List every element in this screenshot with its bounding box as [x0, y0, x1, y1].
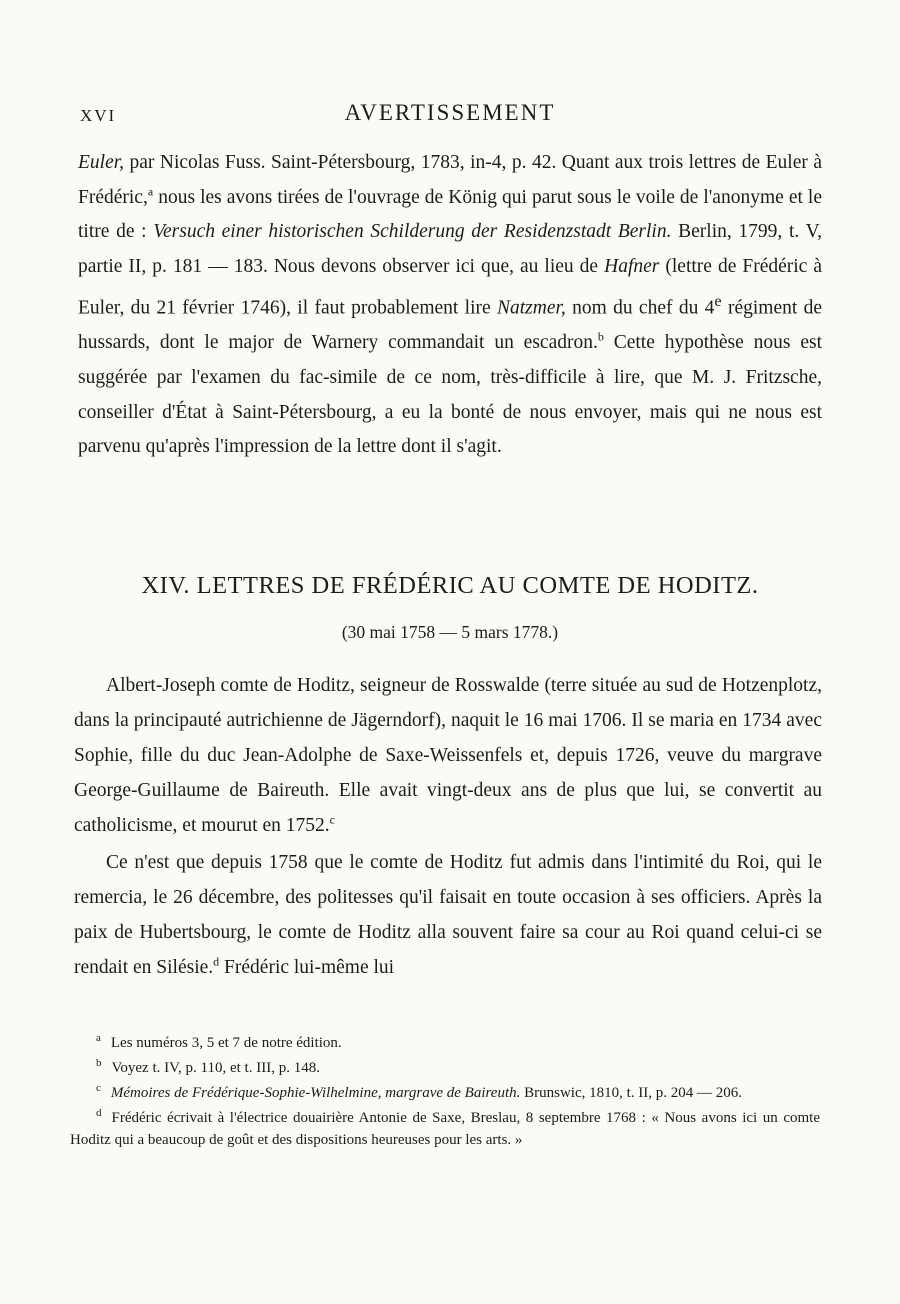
body-text: Berlin, 1799, t. V, partie II, p. 181 — 183. Nous devons observer ici que, au lieu de	[78, 221, 823, 277]
footnote-mark: d	[96, 1107, 102, 1119]
superscript: e	[714, 292, 722, 311]
paragraph	[74, 845, 822, 985]
footnote-ref-b: b	[597, 329, 604, 344]
footnote-mark: b	[96, 1057, 102, 1069]
body-text: nous les avons tirées de l'ouvrage de König qui parut sous le voile de l'anonyme et le titre de :	[78, 186, 822, 243]
footnotes	[70, 1032, 820, 1154]
paragraph	[74, 668, 822, 843]
footnote-a	[70, 1032, 820, 1054]
body-text: régiment de hussards, dont le major de Warnery commandait un escadron.	[78, 297, 822, 354]
footnote-mark: c	[96, 1082, 101, 1094]
footnote-b	[70, 1057, 820, 1079]
running-title: AVERTISSEMENT	[344, 100, 556, 125]
body-text: nom du chef du 4	[565, 297, 715, 319]
body-text: par Nicolas Fuss. Saint-Pétersbourg, 1783, in-4, p. 42. Quant aux trois lettres de Euler à Frédéric,	[78, 152, 822, 208]
footnote-italic: Mémoires de Frédérique-Sophie-Wilhelmine, margrave de Baireuth.	[110, 1085, 521, 1101]
italic-text: Versuch einer historischen Schilderung der Residenzstadt Berlin.	[153, 221, 672, 243]
body-text: (lettre de Frédéric à Euler, du 21 février 1746), il faut probablement lire	[78, 255, 823, 319]
italic-text: Euler,	[78, 152, 125, 173]
section-dates: (30 mai 1758 — 5 mars 1778.)	[341, 622, 559, 642]
paragraph-text: Ce n'est que depuis 1758 que le comte de Hoditz fut admis dans l'intimité du Roi, qui le remercia, le 26 décembre, des politesses qu'il faisait en toute occasion à ses officiers. Après la paix de Hubertsbourg, le comte de Hoditz alla souvent faire sa cour au Roi quand celui-ci se rendait en Silésie.	[74, 852, 822, 978]
paragraph-text: Albert-Joseph comte de Hoditz, seigneur de Rosswalde (terre située au sud de Hotzenplotz, dans la principauté autrichienne de Jägerndorf), naquit le 16 mai 1706. Il se maria en 1734 avec Sophie, fille du duc Jean-Adolphe de Saxe-Weissenfels et, depuis 1726, veuve du margrave George-Guillaume de Baireuth. Elle avait vingt-deux ans de plus que lui, se convertit au catholicisme, et mourut en 1752.	[74, 675, 822, 836]
continued-paragraph	[78, 146, 822, 465]
footnote-ref-a: a	[147, 184, 154, 199]
page-header	[80, 100, 820, 130]
footnote-text: Frédéric écrivait à l'électrice douairière Antonie de Saxe, Breslau, 8 septembre 1768 : « Nous avons ici un comte Hoditz qui a beaucoup de goût et des dispositions heureuses pour les arts. »	[70, 1110, 820, 1148]
page-number: XVI	[80, 106, 117, 125]
italic-text: Natzmer,	[496, 297, 566, 319]
footnote-text: Brunswic, 1810, t. II, p. 204 — 206.	[520, 1085, 743, 1101]
footnote-c	[70, 1082, 820, 1104]
footnote-text: Voyez t. IV, p. 110, et t. III, p. 148.	[111, 1060, 320, 1076]
italic-text: Hafner	[604, 255, 660, 277]
footnote-text: Les numéros 3, 5 et 7 de notre édition.	[110, 1035, 342, 1051]
body-text: Cette hypothèse nous est suggérée par l'examen du fac-simile de ce nom, très-difficile à lire, que M. J. Fritzsche, conseiller d'État à Saint-Pétersbourg, a eu la bonté de nous envoyer, mais qui ne nous est parvenu qu'après l'impression de la lettre dont il s'agit.	[78, 332, 822, 458]
footnote-ref-c: c	[329, 812, 335, 827]
paragraph-text: Frédéric lui-même lui	[219, 957, 395, 978]
footnote-mark: a	[96, 1032, 101, 1044]
section-title: XIV. LETTRES DE FRÉDÉRIC AU COMTE DE HODITZ.	[141, 572, 759, 599]
section-body	[74, 668, 822, 985]
footnote-d	[70, 1107, 820, 1151]
footnote-ref-d: d	[213, 954, 220, 969]
